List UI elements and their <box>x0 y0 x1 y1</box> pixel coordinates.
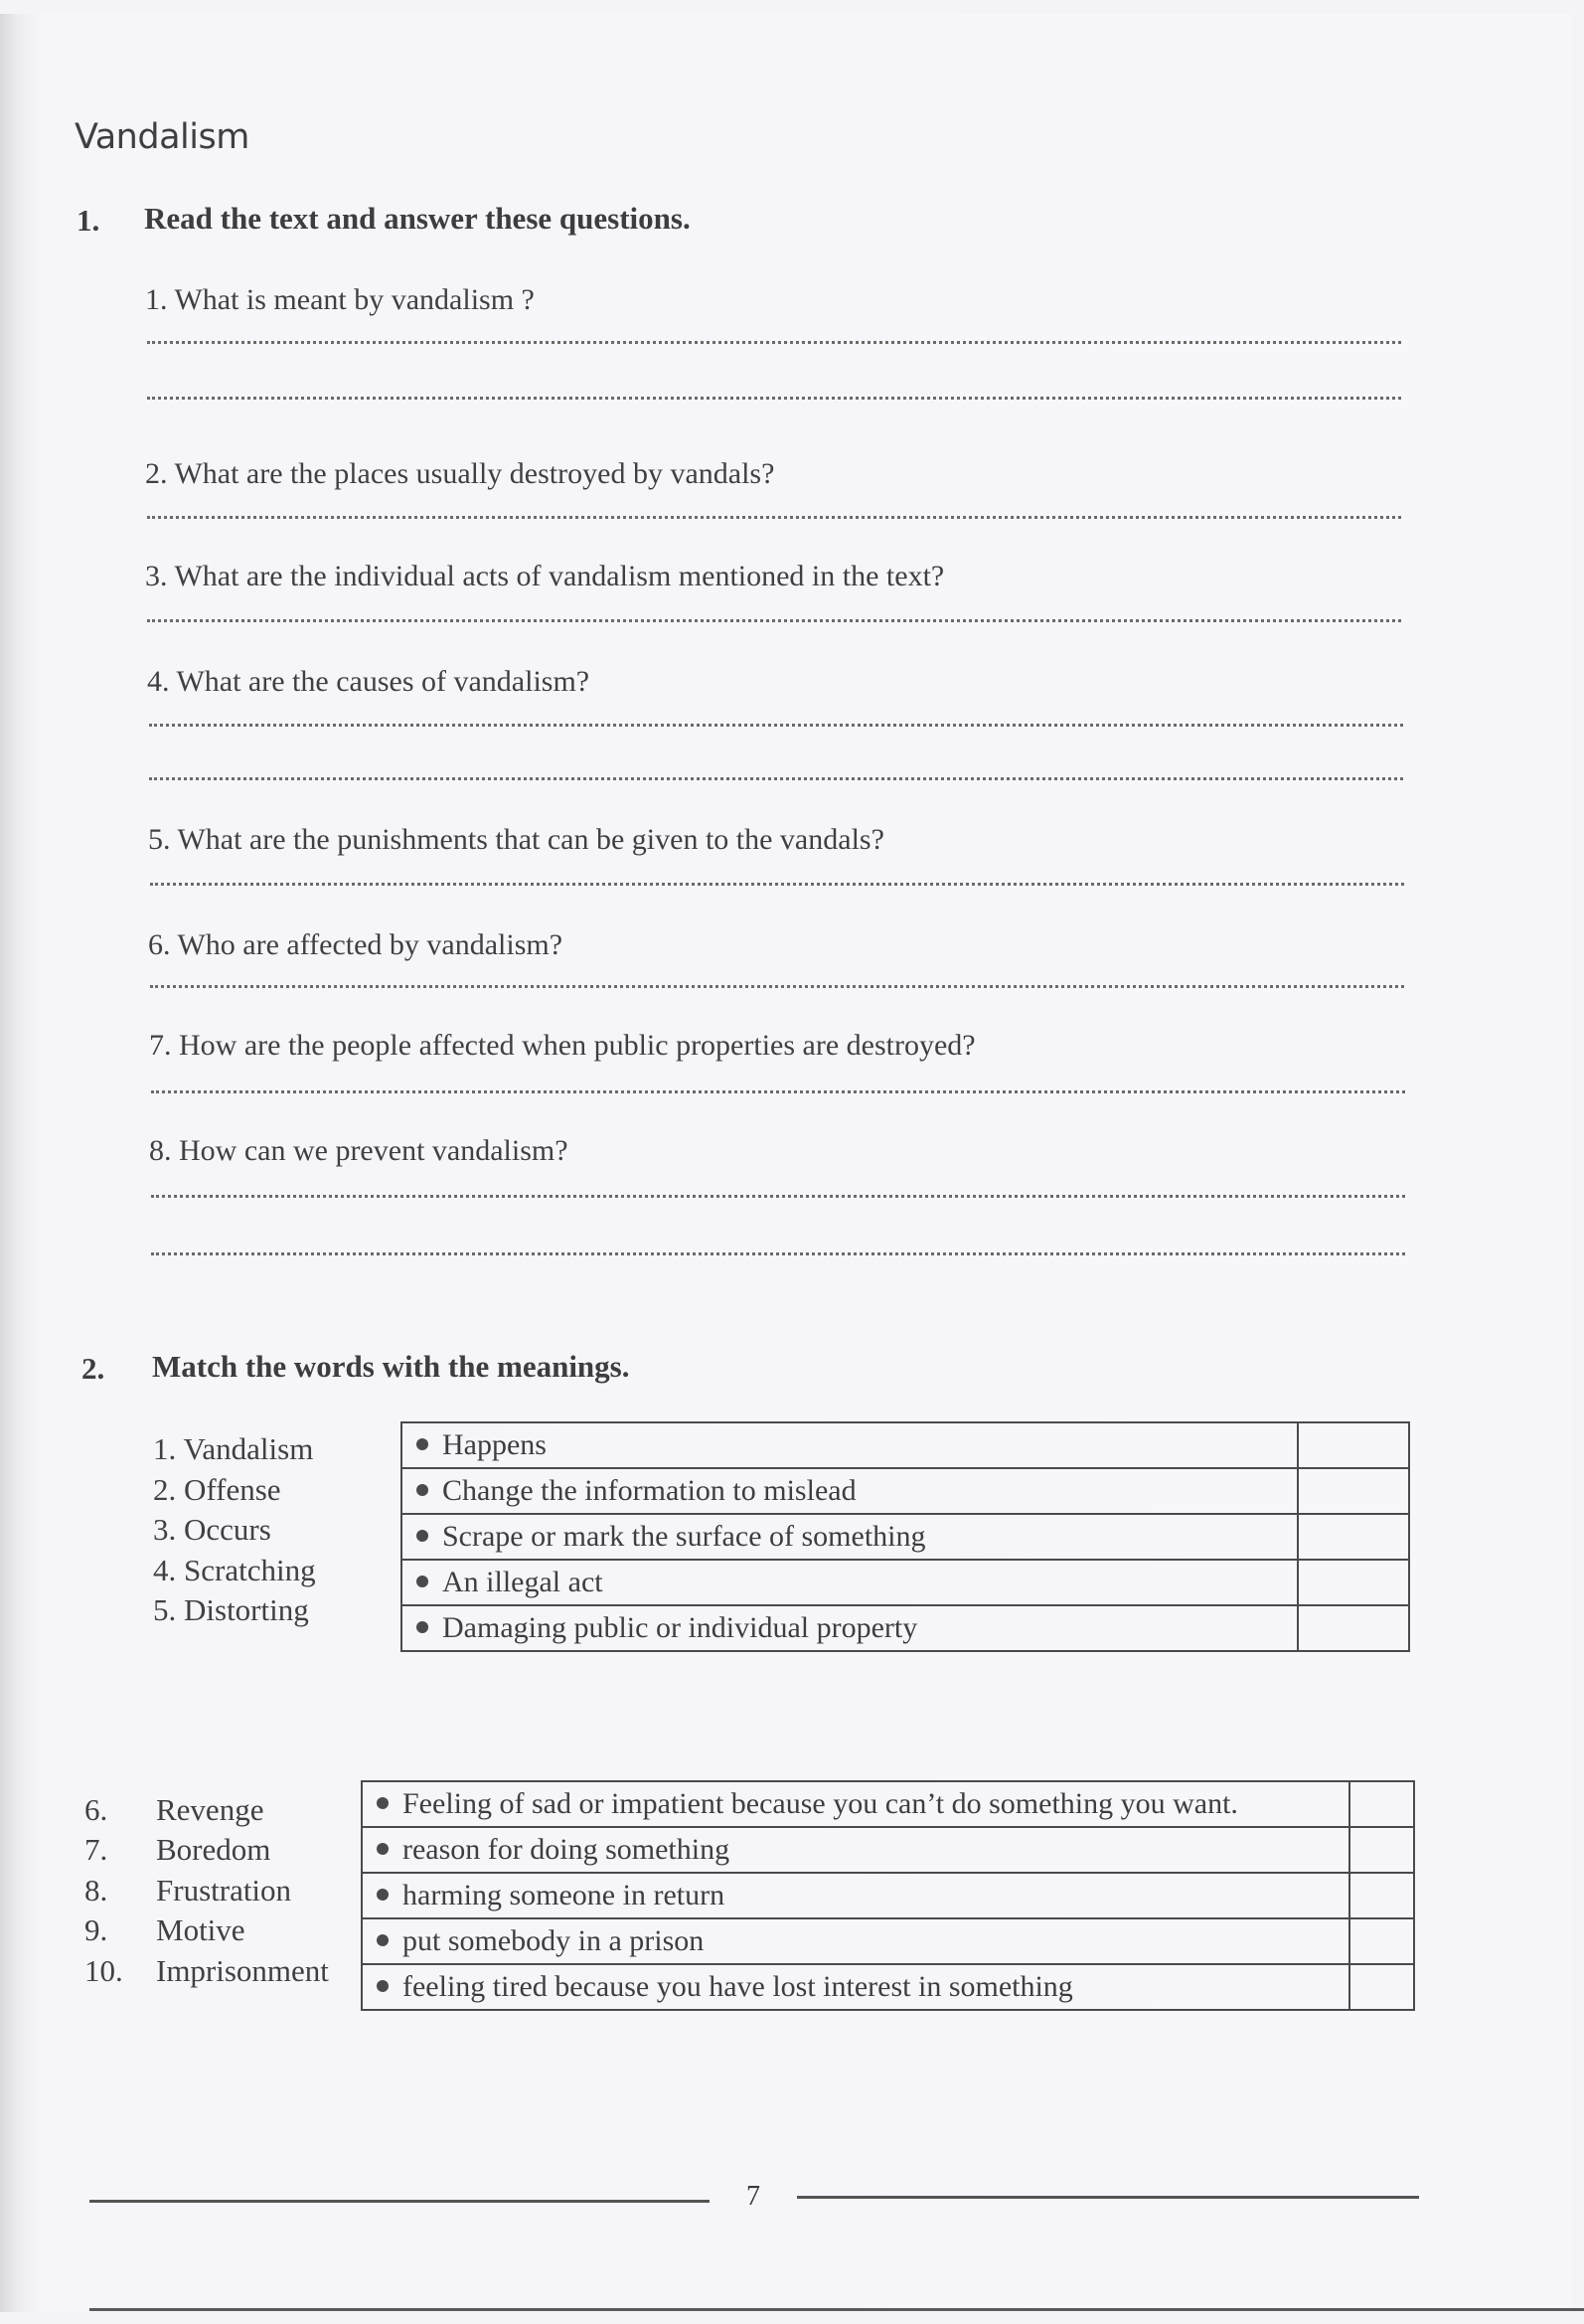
bullet-icon <box>416 1576 428 1587</box>
page-number: 7 <box>746 2181 760 2212</box>
answer-cell[interactable] <box>1298 1560 1409 1605</box>
answer-line-8b[interactable] <box>151 1252 1405 1255</box>
meaning-cell <box>401 1560 1298 1605</box>
match-number-8: 8. <box>84 1873 108 1908</box>
match-word-5: 5. Distorting <box>153 1592 309 1627</box>
answer-line-1a[interactable] <box>147 341 1401 344</box>
answer-cell[interactable] <box>1349 1964 1414 2010</box>
match-word-10: Imprisonment <box>156 1953 329 1988</box>
answer-cell[interactable] <box>1349 1918 1414 1964</box>
match-word-4: 4. Scratching <box>153 1553 316 1587</box>
answer-line-8a[interactable] <box>151 1195 1405 1198</box>
meaning-cell <box>401 1605 1298 1651</box>
answer-line-4b[interactable] <box>149 777 1403 780</box>
meaning-cell <box>362 1781 1349 1827</box>
bullet-icon <box>377 1797 389 1809</box>
answer-cell[interactable] <box>1298 1514 1409 1560</box>
match-word-8: Frustration <box>156 1873 292 1908</box>
match-word-6: Revenge <box>156 1792 264 1827</box>
table-row <box>362 1781 1414 1827</box>
bullet-icon <box>416 1530 428 1542</box>
question-4: 4. What are the causes of vandalism? <box>147 665 590 698</box>
meaning-cell <box>362 1964 1349 2010</box>
answer-line-5[interactable] <box>150 883 1404 886</box>
matching-table-2 <box>361 1780 1415 2011</box>
meaning-cell <box>401 1422 1298 1468</box>
answer-line-2[interactable] <box>147 516 1401 519</box>
answer-line-1b[interactable] <box>147 397 1401 400</box>
meaning-text: An illegal act <box>442 1566 603 1598</box>
matching-table-1 <box>400 1421 1410 1652</box>
meaning-text: harming someone in return <box>402 1879 725 1911</box>
bullet-icon <box>416 1621 428 1633</box>
answer-line-7[interactable] <box>151 1090 1405 1093</box>
question-8: 8. How can we prevent vandalism? <box>149 1134 568 1167</box>
meaning-text: reason for doing something <box>402 1833 730 1866</box>
table-row <box>401 1422 1409 1468</box>
question-3: 3. What are the individual acts of vandalism mentioned in the text? <box>145 560 945 592</box>
meaning-text: feeling tired because you have lost interest in something <box>402 1970 1073 2003</box>
answer-cell[interactable] <box>1298 1605 1409 1651</box>
meaning-cell <box>362 1918 1349 1964</box>
meaning-cell <box>401 1514 1298 1560</box>
question-6: 6. Who are affected by vandalism? <box>148 928 563 961</box>
answer-cell[interactable] <box>1298 1468 1409 1514</box>
table-row <box>362 1964 1414 2010</box>
meaning-cell <box>401 1468 1298 1514</box>
meaning-cell <box>362 1873 1349 1918</box>
section-2-number: 2. <box>81 1351 105 1386</box>
question-5: 5. What are the punishments that can be given to the vandals? <box>148 823 884 856</box>
table-row <box>401 1514 1409 1560</box>
bullet-icon <box>416 1484 428 1496</box>
meaning-text: Feeling of sad or impatient because you can’t do something you want. <box>402 1787 1238 1820</box>
bullet-icon <box>377 1889 389 1901</box>
table-row <box>362 1873 1414 1918</box>
bullet-icon <box>377 1980 389 1992</box>
footer-rule-left <box>89 2200 710 2203</box>
meaning-text: Change the information to mislead <box>442 1474 857 1507</box>
answer-cell[interactable] <box>1349 1781 1414 1827</box>
answer-cell[interactable] <box>1298 1422 1409 1468</box>
meaning-text: Happens <box>442 1428 547 1461</box>
answer-cell[interactable] <box>1349 1827 1414 1873</box>
meaning-text: Damaging public or individual property <box>442 1611 918 1644</box>
answer-cell[interactable] <box>1349 1873 1414 1918</box>
question-2: 2. What are the places usually destroyed by vandals? <box>145 457 775 490</box>
match-number-10: 10. <box>84 1953 123 1988</box>
answer-line-4a[interactable] <box>149 724 1403 727</box>
table-row <box>362 1918 1414 1964</box>
footer-rule-right <box>797 2196 1419 2199</box>
bullet-icon <box>416 1438 428 1450</box>
table-row <box>401 1468 1409 1514</box>
meaning-text: Scrape or mark the surface of something <box>442 1520 926 1553</box>
section-1-heading: Read the text and answer these questions. <box>144 201 691 236</box>
meaning-cell <box>362 1827 1349 1873</box>
question-7: 7. How are the people affected when public properties are destroyed? <box>149 1029 976 1062</box>
match-number-6: 6. <box>84 1792 108 1827</box>
table-row <box>401 1560 1409 1605</box>
match-word-3: 3. Occurs <box>153 1512 271 1547</box>
answer-line-3[interactable] <box>147 619 1401 622</box>
meaning-text: put somebody in a prison <box>402 1924 705 1957</box>
match-word-9: Motive <box>156 1912 245 1947</box>
match-word-7: Boredom <box>156 1832 271 1867</box>
bullet-icon <box>377 1934 389 1946</box>
page-bottom-edge <box>89 2308 1584 2311</box>
match-word-2: 2. Offense <box>153 1472 281 1507</box>
section-2-heading: Match the words with the meanings. <box>152 1349 630 1384</box>
match-number-9: 9. <box>84 1912 108 1947</box>
answer-line-6[interactable] <box>150 985 1404 988</box>
bullet-icon <box>377 1843 389 1855</box>
table-row <box>401 1605 1409 1651</box>
match-number-7: 7. <box>84 1832 108 1867</box>
table-row <box>362 1827 1414 1873</box>
page-title: Vandalism <box>75 117 249 157</box>
match-word-1: 1. Vandalism <box>153 1431 314 1466</box>
question-1: 1. What is meant by vandalism ? <box>145 283 535 316</box>
section-1-number: 1. <box>77 203 100 238</box>
